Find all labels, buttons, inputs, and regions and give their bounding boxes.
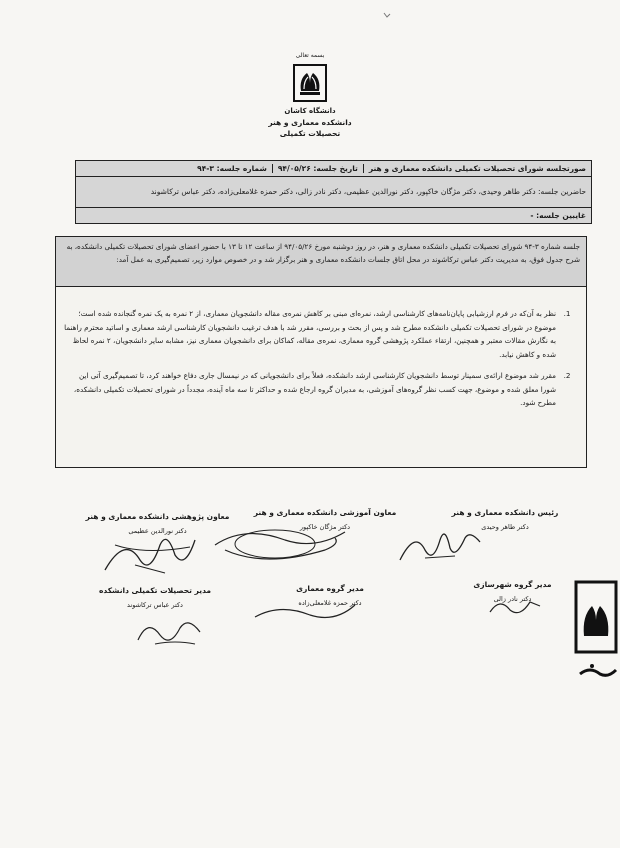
handwritten-signature (205, 520, 355, 570)
signature-role: معاون پژوهشی دانشکده معماری و هنر (85, 512, 230, 521)
handwritten-signature (485, 592, 545, 620)
minutes-body (55, 236, 587, 468)
signature-name: دکتر حمزه غلامعلی‌زاده (298, 599, 362, 607)
handwritten-signature (250, 595, 360, 625)
meeting-number: شماره جلسه: ۳-۹۴ (197, 164, 267, 173)
meeting-info-table (75, 160, 592, 224)
signature-name: دکتر نادر زالی (493, 595, 532, 603)
letterhead (250, 52, 370, 138)
signature-name: دکتر عباس ترکاشوند (127, 601, 183, 609)
department-name: تحصیلات تکمیلی (279, 129, 341, 138)
decision-text: مقرر شد موضوع ارائه‌ی سمینار توسط دانشجویان کارشناسی ارشد دانشکده، فعلاً برای دانشجویانی که در نیمسال جاری دفاع خواهند کرد، تا تصمیم‌گیری آتی این شورا معلق شده و موضوع، جهت کسب نظر گروه‌های آموزشی، به مدیران گروه ارجاع شده و حداکثر تا سه ماه آینده، مجدداً در شورای تحصیلات تکمیلی دانشکده، مطرح شود. (73, 371, 556, 407)
signature-role: مدیر گروه شهرسازی (473, 580, 552, 589)
absentees: غایبین جلسه: - (530, 210, 586, 220)
signature-name: دکتر مژگان خاکپور (299, 523, 351, 531)
signature-role: مدیر گروه معماری (296, 584, 364, 593)
scan-mark (383, 12, 391, 18)
handwritten-signature (395, 520, 485, 568)
signature-role: معاون آموزشی دانشکده معماری و هنر (253, 508, 397, 517)
official-stamp-icon (570, 578, 620, 688)
university-name: دانشگاه کاشان (284, 107, 336, 115)
handwritten-signature (130, 610, 210, 650)
signature-role: مدیر تحصیلات تکمیلی دانشکده (98, 586, 212, 595)
handwritten-signature (95, 525, 205, 580)
minutes-intro: جلسه شماره ۳-۹۴ شورای تحصیلات تکمیلی دانشکده معماری و هنر، در روز دوشنبه مورخ ۹۴/۰۵/۲۶ از ساعت ۱۲ تا ۱۳ با حضور اعضای شورای تحصیلات تکمیلی دانشکده، به شرح جدول فوق، به مدیریت دکتر عباس ترکاشوند در محل اتاق جلسات دانشکده معماری و هنر برگزار شد و در خصوص موارد زیر، تصمیم‌گیری به عمل آمد: (56, 237, 586, 287)
decision-number: 2. (563, 371, 571, 380)
signature-name: دکتر طاهر وحیدی (481, 523, 529, 531)
decision-item (56, 307, 586, 361)
meeting-title: صورتجلسه شورای تحصیلات تکمیلی دانشکده معماری و هنر (363, 164, 591, 173)
signature-name: دکتر نورالدین عظیمی (128, 527, 187, 535)
meeting-date: تاریخ جلسه: ۹۴/۰۵/۲۶ (272, 164, 363, 173)
decision-item (56, 369, 586, 410)
attendees: حاضرین جلسه: دکتر طاهر وحیدی، دکتر مژگان خاکپور، دکتر نورالدین عظیمی، دکتر نادر زالی، دکتر حمزه غلامعلی‌زاده، دکتر عباس ترکاشوند (76, 177, 591, 208)
decision-text: نظر به آن‌که در فرم ارزشیابی پایان‌نامه‌های کارشناسی ارشد، نمره‌ای مبنی بر کاهش نمره‌ی مقاله دانشجویان معماری، از ۲ نمره به یک نمره گنجانده شده است؛ موضوع در شورای تحصیلات تکمیلی دانشکده مطرح شد و پس از بحث و بررسی، مقرر شد با هدف ترغیب دانشجویان کارشناسی ارشد معماری و اساتید محترم راهنما به نگارش مقالات معتبر و همچنین، ارتقاء عملکرد پژوهشی گروه معماری، نمره‌ی مقاله، کماکان برای دانشجویان معماری نیز، مشابه سایر دانشجویان، ۲ نمره لحاظ شده و کاهش نیابد. (64, 309, 556, 359)
signature-block (85, 586, 225, 609)
signature-role: رئیس دانشکده معماری و هنر (451, 508, 559, 517)
decision-number: 1. (563, 309, 571, 318)
meeting-title-row (76, 161, 591, 177)
bismillah: بسمه تعالی (295, 52, 325, 59)
faculty-name: دانشکده معماری و هنر (268, 118, 352, 127)
university-logo-icon (287, 61, 333, 107)
